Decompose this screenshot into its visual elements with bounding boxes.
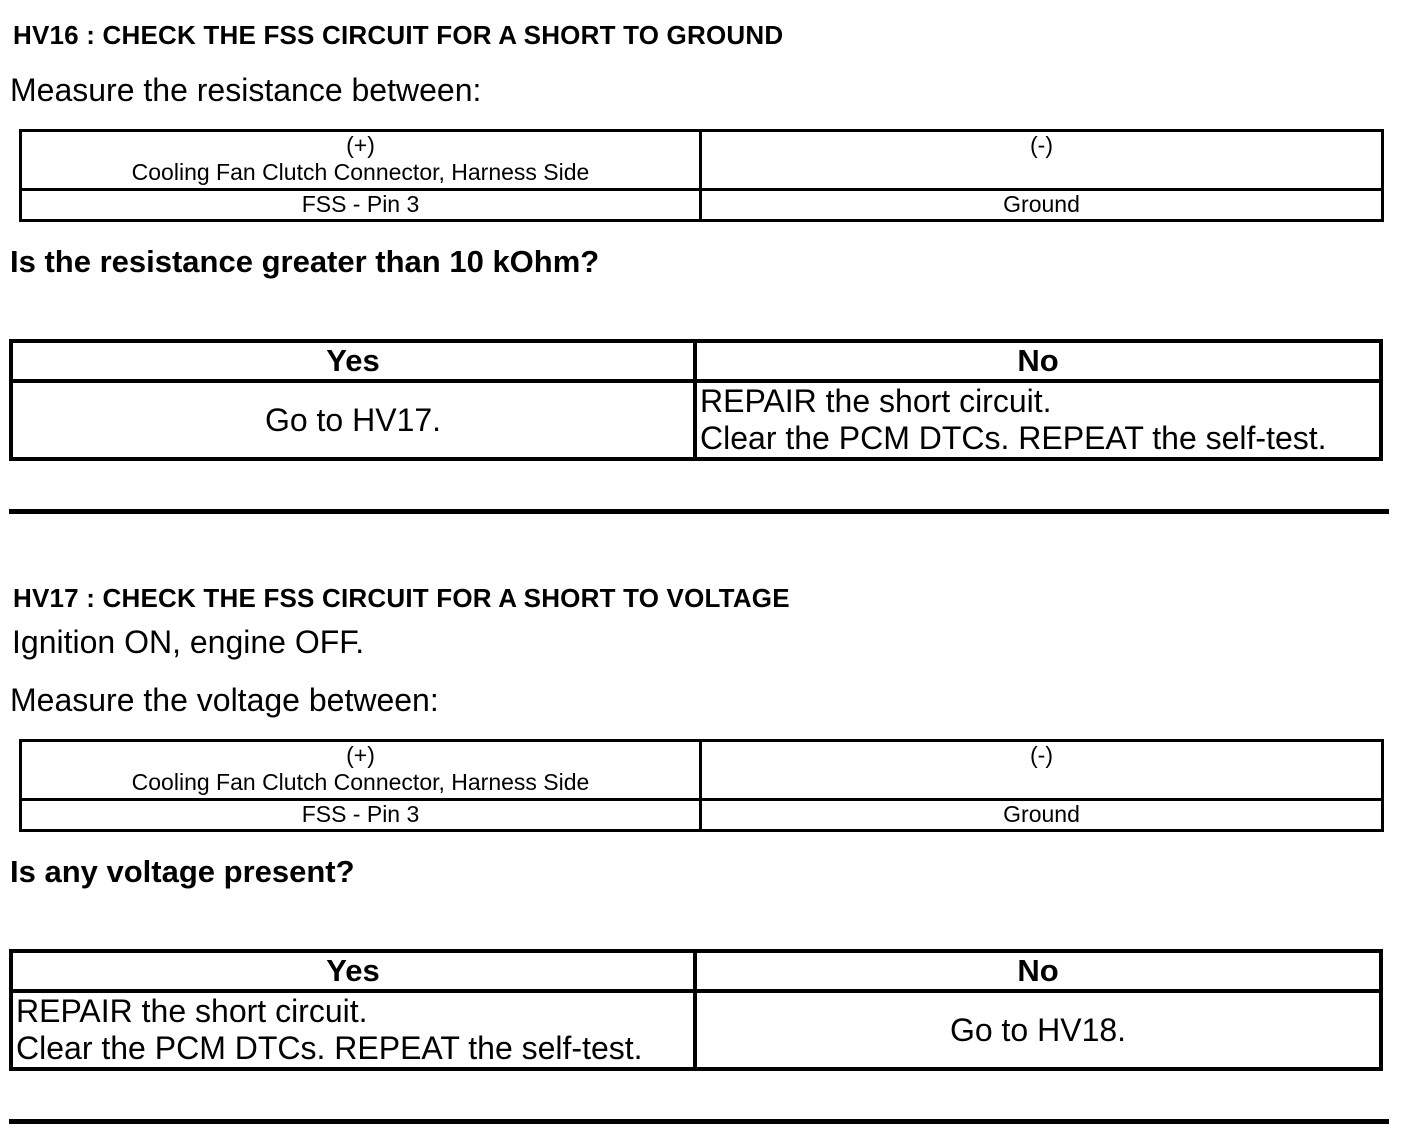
step1-answer-table	[9, 339, 1383, 461]
no-answer	[695, 991, 1381, 1069]
section-divider	[9, 1119, 1389, 1124]
plus-header: (+)	[346, 742, 375, 768]
step2-question: Is any voltage present?	[10, 854, 355, 889]
plus-header-cell	[21, 741, 701, 800]
plus-subheader: Cooling Fan Clutch Connector, Harness Side	[131, 159, 590, 185]
step1-heading: HV16 : CHECK THE FSS CIRCUIT FOR A SHORT TO GROUND	[13, 20, 784, 50]
yes-line: REPAIR the short circuit.	[16, 993, 368, 1029]
plus-value: FSS - Pin 3	[21, 800, 701, 831]
yes-header: Yes	[11, 341, 695, 381]
yes-answer	[11, 381, 695, 459]
step2-measure-table	[19, 739, 1384, 832]
yes-line: Clear the PCM DTCs. REPEAT the self-test.	[16, 1030, 643, 1066]
no-header: No	[695, 951, 1381, 991]
step1-measure-table	[19, 129, 1384, 222]
minus-value: Ground	[701, 800, 1383, 831]
section-divider	[9, 509, 1389, 514]
no-line: Go to HV18.	[949, 1011, 1127, 1048]
yes-line: Go to HV17.	[264, 401, 442, 438]
step2-heading: HV17 : CHECK THE FSS CIRCUIT FOR A SHORT TO VOLTAGE	[13, 583, 790, 613]
step1-instruction: Measure the resistance between:	[10, 72, 482, 108]
yes-header: Yes	[11, 951, 695, 991]
plus-value: FSS - Pin 3	[21, 190, 701, 221]
no-header: No	[695, 341, 1381, 381]
minus-header-cell	[701, 741, 1383, 800]
step2-answer-table	[9, 949, 1383, 1071]
step2-instruction: Measure the voltage between:	[10, 682, 439, 718]
minus-header-cell	[701, 131, 1383, 190]
no-line: Clear the PCM DTCs. REPEAT the self-test.	[700, 420, 1327, 456]
minus-header: (-)	[1030, 132, 1053, 158]
step2-precondition: Ignition ON, engine OFF.	[12, 624, 365, 660]
minus-value: Ground	[701, 190, 1383, 221]
no-answer	[695, 381, 1381, 459]
plus-header-cell	[21, 131, 701, 190]
yes-answer	[11, 991, 695, 1069]
step1-question: Is the resistance greater than 10 kOhm?	[10, 244, 600, 279]
plus-subheader: Cooling Fan Clutch Connector, Harness Side	[131, 769, 590, 795]
minus-header: (-)	[1030, 742, 1053, 768]
no-line: REPAIR the short circuit.	[700, 383, 1052, 419]
plus-header: (+)	[346, 132, 375, 158]
